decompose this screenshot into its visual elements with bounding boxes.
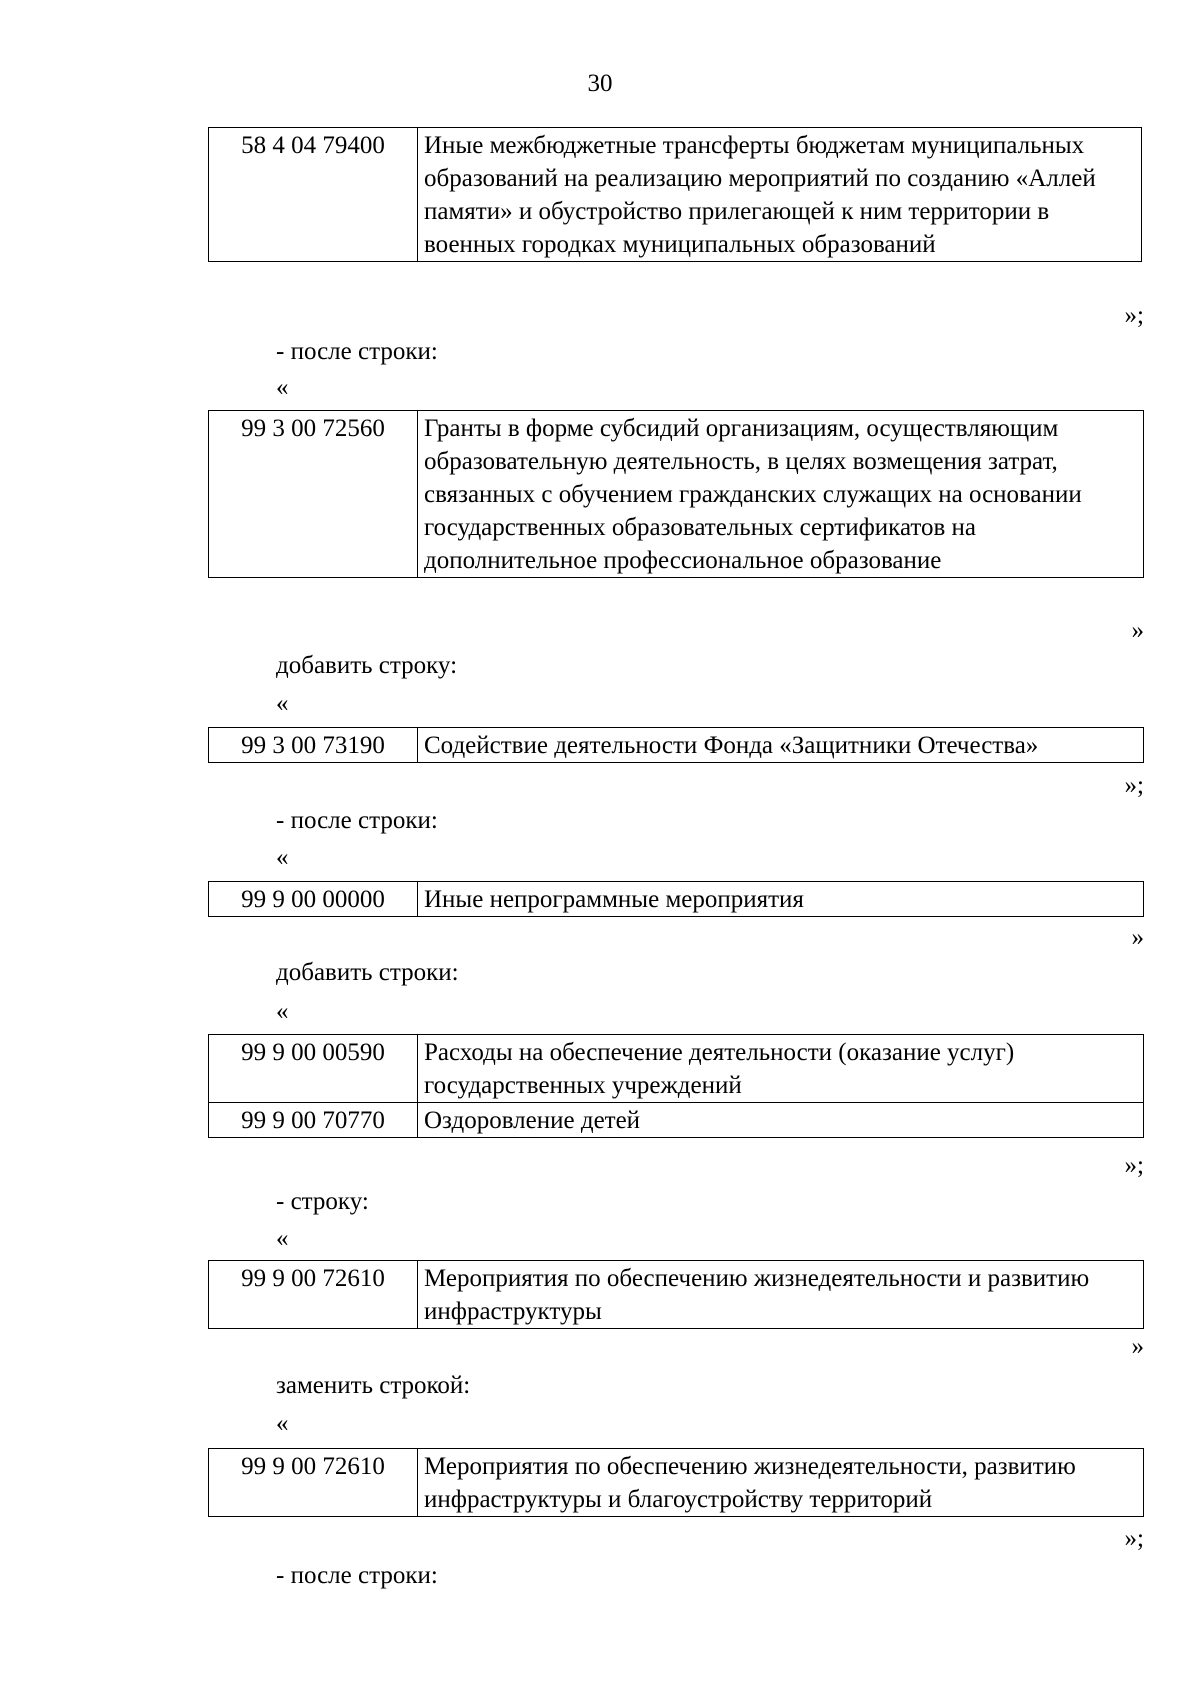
closing-quote: »	[1131, 924, 1144, 951]
budget-table-5	[208, 1034, 1144, 1138]
row-code: 99 9 00 72610	[209, 1261, 418, 1329]
budget-table-3	[208, 727, 1144, 763]
row-code: 58 4 04 79400	[209, 128, 418, 262]
closing-quote: »;	[1124, 302, 1144, 329]
row-code: 99 3 00 72560	[209, 411, 418, 578]
closing-quote: »;	[1124, 772, 1144, 799]
row-description: Гранты в форме субсидий организациям, осуществляющим образовательную деятельность, в целях возмещения затрат, связанных с обучением гражданских служащих на основании государственных образовательных сертификатов на дополнительное профессиональное образование	[418, 411, 1144, 578]
instruction-text: - после строки:	[276, 338, 438, 365]
table-row	[209, 1035, 1144, 1103]
instruction-text: - строку:	[276, 1188, 369, 1215]
instruction-text: - после строки:	[276, 807, 438, 834]
row-description: Содействие деятельности Фонда «Защитники Отечества»	[418, 728, 1144, 763]
budget-table-2	[208, 410, 1144, 578]
opening-quote: «	[276, 1225, 289, 1252]
opening-quote: «	[276, 844, 289, 871]
page-number: 30	[587, 70, 613, 97]
table-row	[209, 128, 1142, 262]
closing-quote: »;	[1124, 1525, 1144, 1552]
row-code: 99 9 00 70770	[209, 1103, 418, 1138]
row-description: Оздоровление детей	[418, 1103, 1144, 1138]
budget-table-6	[208, 1260, 1144, 1329]
opening-quote: «	[276, 998, 289, 1025]
row-code: 99 9 00 00590	[209, 1035, 418, 1103]
row-description: Мероприятия по обеспечению жизнедеятельности и развитию инфраструктуры	[418, 1261, 1144, 1329]
budget-table-4	[208, 881, 1144, 917]
row-description: Иные межбюджетные трансферты бюджетам муниципальных образований на реализацию мероприятий по созданию «Аллей памяти» и обустройство прилегающей к ним территории в военных городках муниципальных образований	[418, 128, 1142, 262]
closing-quote: »	[1131, 617, 1144, 644]
opening-quote: «	[276, 374, 289, 401]
opening-quote: «	[276, 1410, 289, 1437]
table-row	[209, 411, 1144, 578]
row-code: 99 9 00 72610	[209, 1449, 418, 1517]
row-description: Иные непрограммные мероприятия	[418, 882, 1144, 917]
table-row	[209, 1103, 1144, 1138]
instruction-text: - после строки:	[276, 1562, 438, 1589]
instruction-text: добавить строки:	[276, 959, 459, 986]
table-row	[209, 728, 1144, 763]
closing-quote: »	[1131, 1333, 1144, 1360]
budget-table-1	[208, 127, 1142, 262]
instruction-text: добавить строку:	[276, 652, 458, 679]
opening-quote: «	[276, 690, 289, 717]
row-description: Расходы на обеспечение деятельности (оказание услуг) государственных учреждений	[418, 1035, 1144, 1103]
table-row	[209, 1261, 1144, 1329]
closing-quote: »;	[1124, 1152, 1144, 1179]
budget-table-7	[208, 1448, 1144, 1517]
table-row	[209, 1449, 1144, 1517]
instruction-text: заменить строкой:	[276, 1372, 471, 1399]
row-code: 99 9 00 00000	[209, 882, 418, 917]
table-row	[209, 882, 1144, 917]
row-description: Мероприятия по обеспечению жизнедеятельности, развитию инфраструктуры и благоустройству территорий	[418, 1449, 1144, 1517]
row-code: 99 3 00 73190	[209, 728, 418, 763]
